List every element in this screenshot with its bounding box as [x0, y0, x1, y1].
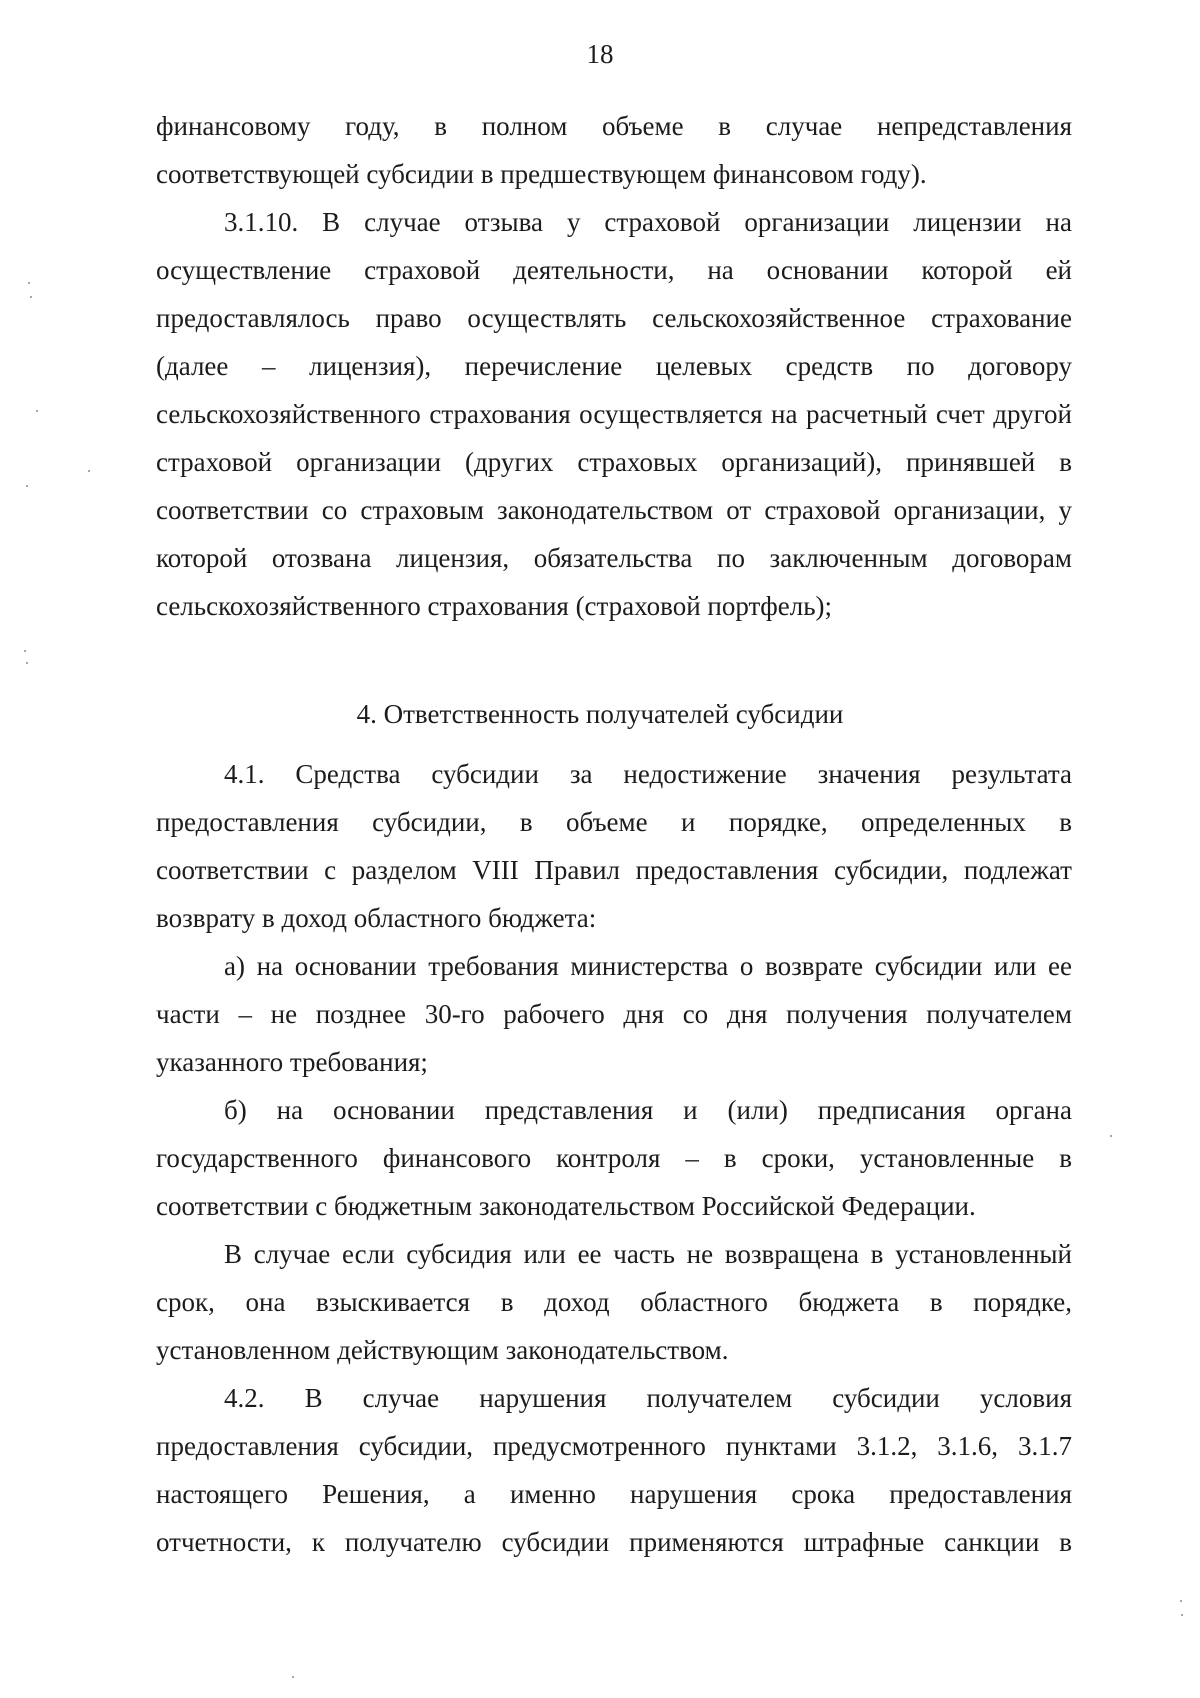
text-line: настоящего Решения, а именно нарушения срока предоставления	[156, 1479, 1072, 1509]
text-line: 3.1.10. В случае отзыва у страховой организации лицензии на	[224, 207, 1072, 237]
scan-speck	[292, 1676, 294, 1678]
text-line: установленном действующим законодательством.	[156, 1335, 729, 1365]
text-line: сельскохозяйственного страхования осуществляется на расчетный счет другой	[156, 399, 1072, 429]
text-line: 4.2. В случае нарушения получателем субсидии условия	[224, 1383, 1072, 1413]
text-line: б) на основании представления и (или) предписания органа	[224, 1095, 1072, 1125]
scan-speck	[26, 662, 28, 664]
scan-speck	[36, 410, 38, 412]
scan-speck	[1181, 1614, 1183, 1616]
text-line: срок, она взыскивается в доход областного бюджета в порядке,	[156, 1287, 1072, 1317]
text-line: которой отозвана лицензия, обязательства по заключенным договорам	[156, 543, 1072, 573]
text-line: финансовому году, в полном объеме в случае непредставления	[156, 111, 1072, 141]
page-number: 18	[586, 39, 614, 69]
paragraph-3-1-10	[156, 198, 1072, 630]
paragraph-item-b	[156, 1086, 1072, 1230]
text-line: сельскохозяйственного страхования (страховой портфель);	[156, 591, 833, 621]
paragraph-continuation	[156, 102, 1072, 198]
scan-speck	[1180, 1600, 1182, 1602]
text-line: соответствии с разделом VIII Правил предоставления субсидии, подлежат	[156, 855, 1072, 885]
scan-speck	[28, 282, 30, 284]
paragraph-item-a	[156, 942, 1072, 1086]
text-line: соответствии со страховым законодательством от страховой организации, у	[156, 495, 1072, 525]
text-line: государственного финансового контроля – в сроки, установленные в	[156, 1143, 1072, 1173]
text-block-upper	[156, 102, 1072, 630]
text-line: возврату в доход областного бюджета:	[156, 903, 597, 933]
text-line: 4.1. Средства субсидии за недостижение значения результата	[224, 759, 1072, 789]
text-line: указанного требования;	[156, 1047, 428, 1077]
text-line: В случае если субсидия или ее часть не возвращена в установленный	[224, 1239, 1072, 1269]
scan-speck	[1110, 1135, 1112, 1137]
text-line: (далее – лицензия), перечисление целевых средств по договору	[156, 351, 1072, 381]
scan-speck	[30, 296, 32, 298]
text-line: отчетности, к получателю субсидии применяются штрафные санкции в	[156, 1527, 1072, 1557]
text-line: соответствующей субсидии в предшествующем финансовом году).	[156, 159, 927, 189]
scan-speck	[26, 485, 28, 487]
text-line: предоставления субсидии, предусмотренного пунктами 3.1.2, 3.1.6, 3.1.7	[156, 1431, 1072, 1461]
text-line: части – не позднее 30-го рабочего дня со дня получения получателем	[156, 999, 1072, 1029]
text-line: страховой организации (других страховых организаций), принявшей в	[156, 447, 1072, 477]
paragraph-4-1	[156, 750, 1072, 942]
text-line: а) на основании требования министерства о возврате субсидии или ее	[224, 951, 1072, 981]
text-line: предоставления субсидии, в объеме и порядке, определенных в	[156, 807, 1072, 837]
section-title: 4. Ответственность получателей субсидии	[356, 699, 844, 729]
text-line: осуществление страховой деятельности, на основании которой ей	[156, 255, 1072, 285]
scan-speck	[88, 470, 90, 472]
paragraph-recovery	[156, 1230, 1072, 1374]
text-line: предоставлялось право осуществлять сельскохозяйственное страхование	[156, 303, 1072, 333]
text-block-lower	[156, 750, 1072, 1566]
text-line: соответствии с бюджетным законодательством Российской Федерации.	[156, 1191, 976, 1221]
scan-speck	[24, 650, 26, 652]
paragraph-4-2	[156, 1374, 1072, 1566]
